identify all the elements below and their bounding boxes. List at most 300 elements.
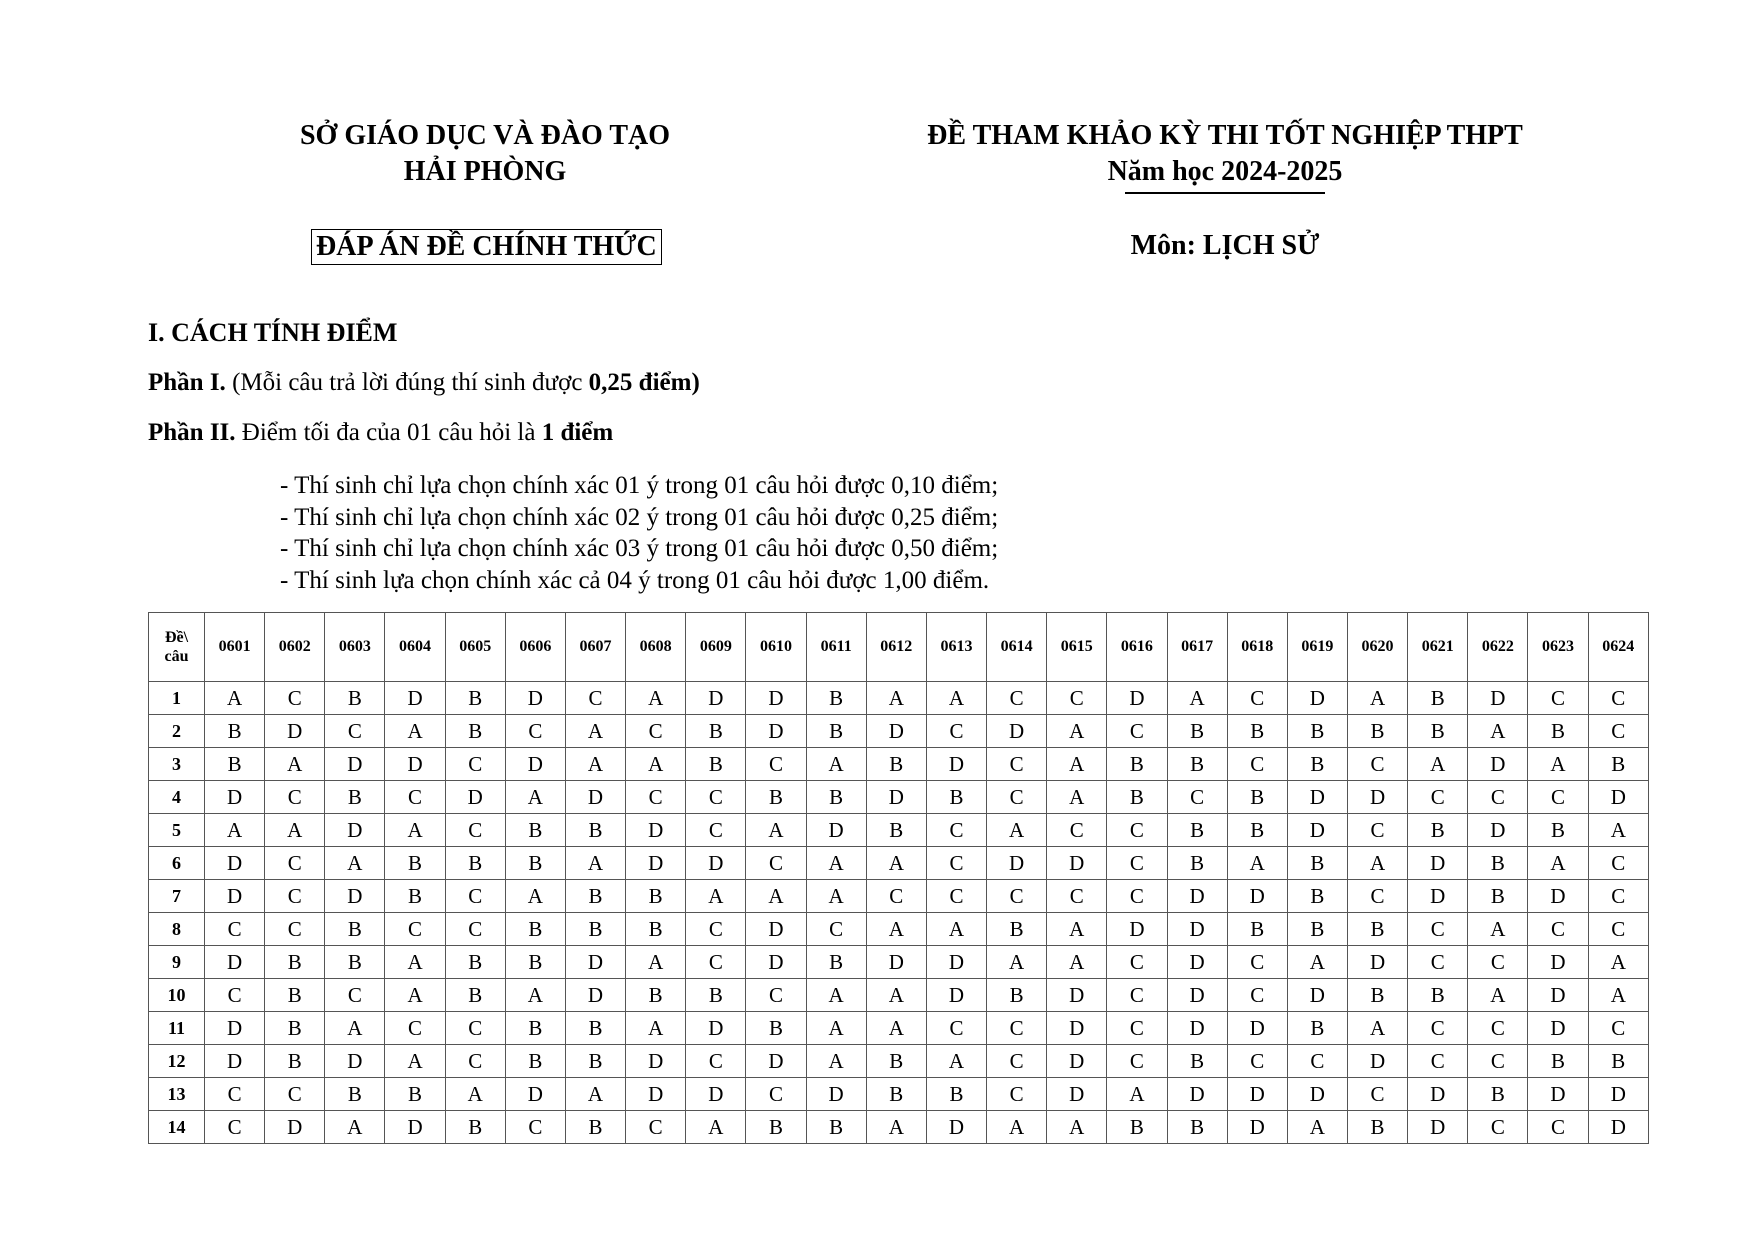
answer-cell: B — [205, 715, 265, 748]
answer-cell: A — [565, 715, 625, 748]
answer-cell: B — [505, 1012, 565, 1045]
answer-cell: B — [1528, 715, 1588, 748]
answer-cell: A — [325, 1111, 385, 1144]
answer-cell: D — [1528, 946, 1588, 979]
answer-table — [148, 612, 1649, 1144]
answer-cell: C — [385, 781, 445, 814]
answer-cell: D — [866, 715, 926, 748]
question-number: 3 — [149, 748, 205, 781]
answer-cell: D — [1227, 1111, 1287, 1144]
answer-cell: D — [926, 979, 986, 1012]
answer-cell: C — [265, 913, 325, 946]
answer-cell: D — [1167, 1012, 1227, 1045]
table-row — [149, 682, 1649, 715]
answer-cell: A — [806, 1045, 866, 1078]
answer-cell: D — [1167, 880, 1227, 913]
answer-cell: B — [445, 1111, 505, 1144]
answer-cell: B — [626, 913, 686, 946]
answer-cell: A — [626, 1012, 686, 1045]
answer-cell: B — [325, 946, 385, 979]
answer-cell: C — [987, 1012, 1047, 1045]
answer-cell: C — [1588, 1012, 1648, 1045]
answer-cell: A — [746, 880, 806, 913]
answer-cell: B — [626, 979, 686, 1012]
part2-rule — [148, 418, 613, 448]
answer-cell: C — [926, 847, 986, 880]
answer-cell: D — [1107, 913, 1167, 946]
answer-cell: A — [505, 880, 565, 913]
answer-cell: D — [926, 748, 986, 781]
answer-cell: D — [1047, 1012, 1107, 1045]
answer-cell: C — [987, 1078, 1047, 1111]
answer-cell: C — [325, 979, 385, 1012]
answer-cell: B — [1227, 781, 1287, 814]
answer-cell: D — [926, 1111, 986, 1144]
answer-cell: D — [325, 880, 385, 913]
answer-cell: A — [806, 880, 866, 913]
answer-cell: C — [1408, 1045, 1468, 1078]
answer-cell: D — [1408, 847, 1468, 880]
answer-cell: B — [1167, 715, 1227, 748]
answer-cell: A — [626, 748, 686, 781]
question-number: 6 — [149, 847, 205, 880]
table-body — [149, 682, 1649, 1144]
answer-cell: B — [746, 1012, 806, 1045]
answer-cell: C — [686, 1045, 746, 1078]
answer-cell: D — [1167, 913, 1227, 946]
answer-cell: B — [1227, 715, 1287, 748]
answer-cell: B — [385, 847, 445, 880]
answer-cell: B — [1227, 913, 1287, 946]
answer-cell: D — [385, 682, 445, 715]
question-number: 7 — [149, 880, 205, 913]
answer-cell: B — [265, 979, 325, 1012]
answer-cell: D — [1347, 781, 1407, 814]
answer-cell: B — [1287, 847, 1347, 880]
table-row — [149, 1078, 1649, 1111]
answer-cell: C — [1468, 1012, 1528, 1045]
answer-cell: D — [1528, 1078, 1588, 1111]
table-row — [149, 1045, 1649, 1078]
answer-cell: B — [1528, 814, 1588, 847]
answer-cell: C — [1588, 880, 1648, 913]
question-number: 9 — [149, 946, 205, 979]
answer-cell: D — [1287, 814, 1347, 847]
answer-cell: C — [1047, 682, 1107, 715]
answer-cell: C — [746, 748, 806, 781]
question-number: 14 — [149, 1111, 205, 1144]
answer-cell: B — [1588, 1045, 1648, 1078]
answer-cell: C — [1588, 847, 1648, 880]
answer-cell: D — [205, 847, 265, 880]
answer-cell: B — [1107, 1111, 1167, 1144]
answer-cell: D — [1347, 1045, 1407, 1078]
answer-cell: B — [1588, 748, 1648, 781]
answer-cell: D — [385, 1111, 445, 1144]
answer-cell: B — [565, 880, 625, 913]
answer-cell: D — [265, 715, 325, 748]
answer-cell: C — [1107, 979, 1167, 1012]
answer-cell: A — [1528, 748, 1588, 781]
answer-cell: A — [987, 814, 1047, 847]
answer-cell: C — [926, 880, 986, 913]
answer-cell: C — [1287, 1045, 1347, 1078]
answer-cell: B — [505, 814, 565, 847]
answer-cell: C — [385, 1012, 445, 1045]
answer-cell: C — [686, 946, 746, 979]
answer-cell: B — [1107, 781, 1167, 814]
part2-bullet-list — [280, 470, 998, 596]
answer-cell: A — [866, 913, 926, 946]
answer-cell: D — [746, 1045, 806, 1078]
answer-cell: C — [1107, 715, 1167, 748]
table-header-row — [149, 613, 1649, 682]
answer-cell: A — [806, 748, 866, 781]
table-row — [149, 1111, 1649, 1144]
answer-cell: A — [1047, 781, 1107, 814]
question-number: 8 — [149, 913, 205, 946]
answer-cell: C — [746, 1078, 806, 1111]
answer-cell: A — [505, 979, 565, 1012]
section-title: I. CÁCH TÍNH ĐIỂM — [148, 318, 398, 347]
answer-cell: C — [746, 847, 806, 880]
answer-cell: C — [1047, 880, 1107, 913]
answer-cell: C — [1347, 1078, 1407, 1111]
answer-cell: B — [565, 1111, 625, 1144]
answer-cell: A — [1588, 979, 1648, 1012]
exam-code-header: 0617 — [1167, 613, 1227, 682]
part1-rule — [148, 368, 700, 398]
answer-cell: B — [445, 979, 505, 1012]
answer-cell: A — [385, 946, 445, 979]
answer-cell: B — [686, 748, 746, 781]
answer-cell: A — [385, 814, 445, 847]
answer-cell: A — [1047, 748, 1107, 781]
answer-cell: A — [866, 1111, 926, 1144]
answer-cell: B — [445, 946, 505, 979]
answer-cell: D — [565, 946, 625, 979]
answer-cell: C — [445, 913, 505, 946]
table-row — [149, 814, 1649, 847]
answer-cell: A — [325, 847, 385, 880]
answer-cell: D — [866, 946, 926, 979]
answer-cell: C — [265, 1078, 325, 1111]
answer-cell: B — [1408, 715, 1468, 748]
answer-cell: A — [1468, 715, 1528, 748]
answer-cell: B — [505, 913, 565, 946]
answer-cell: B — [505, 946, 565, 979]
answer-cell: C — [926, 814, 986, 847]
exam-code-header: 0612 — [866, 613, 926, 682]
answer-cell: A — [866, 979, 926, 1012]
answer-cell: D — [205, 1012, 265, 1045]
answer-cell: B — [1408, 979, 1468, 1012]
answer-cell: C — [1528, 1111, 1588, 1144]
exam-code-header: 0610 — [746, 613, 806, 682]
answer-cell: C — [265, 781, 325, 814]
answer-cell: B — [1347, 715, 1407, 748]
answer-cell: C — [445, 748, 505, 781]
answer-cell: A — [926, 1045, 986, 1078]
answer-cell: B — [325, 682, 385, 715]
table-row — [149, 979, 1649, 1012]
exam-code-header: 0604 — [385, 613, 445, 682]
answer-cell: C — [1227, 748, 1287, 781]
exam-code-header: 0623 — [1528, 613, 1588, 682]
answer-cell: A — [265, 748, 325, 781]
answer-cell: B — [1167, 847, 1227, 880]
answer-cell: B — [1408, 682, 1468, 715]
answer-cell: B — [265, 1045, 325, 1078]
answer-cell: D — [265, 1111, 325, 1144]
answer-cell: D — [1468, 682, 1528, 715]
answer-cell: B — [1347, 913, 1407, 946]
answer-cell: B — [205, 748, 265, 781]
answer-cell: C — [987, 880, 1047, 913]
answer-cell: A — [505, 781, 565, 814]
exam-code-header: 0601 — [205, 613, 265, 682]
answer-cell: B — [445, 715, 505, 748]
answer-cell: A — [926, 913, 986, 946]
school-year: Năm học 2024-2025 — [1107, 156, 1343, 187]
part1-points: 0,25 điểm) — [588, 369, 700, 396]
answer-cell: B — [1107, 748, 1167, 781]
answer-cell: D — [926, 946, 986, 979]
answer-cell: B — [806, 682, 866, 715]
answer-cell: A — [1047, 913, 1107, 946]
exam-title: ĐỀ THAM KHẢO KỲ THI TỐT NGHIỆP THPT — [927, 120, 1523, 151]
answer-cell: B — [265, 946, 325, 979]
answer-cell: C — [445, 814, 505, 847]
answer-cell: D — [626, 1078, 686, 1111]
answer-cell: D — [746, 715, 806, 748]
exam-code-header: 0614 — [987, 613, 1047, 682]
answer-cell: A — [1408, 748, 1468, 781]
answer-cell: C — [1588, 715, 1648, 748]
exam-code-header: 0624 — [1588, 613, 1648, 682]
answer-cell: D — [806, 814, 866, 847]
answer-cell: D — [1287, 682, 1347, 715]
answer-cell: B — [1468, 847, 1528, 880]
answer-cell: C — [1408, 913, 1468, 946]
header-left — [240, 118, 730, 190]
answer-cell: B — [1408, 814, 1468, 847]
answer-cell: C — [987, 1045, 1047, 1078]
answer-cell: B — [1468, 1078, 1528, 1111]
answer-cell: C — [1347, 814, 1407, 847]
answer-cell: A — [1227, 847, 1287, 880]
answer-cell: D — [505, 1078, 565, 1111]
answer-cell: B — [265, 1012, 325, 1045]
header-right — [900, 118, 1550, 194]
answer-cell: D — [1167, 979, 1227, 1012]
answer-cell: C — [1588, 682, 1648, 715]
answer-cell: C — [866, 880, 926, 913]
answer-cell: B — [1227, 814, 1287, 847]
answer-cell: B — [686, 715, 746, 748]
answer-cell: A — [686, 1111, 746, 1144]
subject-label: Môn: LỊCH SỬ — [1130, 230, 1320, 261]
answer-cell: C — [1408, 946, 1468, 979]
question-number: 5 — [149, 814, 205, 847]
answer-cell: D — [325, 814, 385, 847]
answer-cell: D — [686, 1078, 746, 1111]
city-name: HẢI PHÒNG — [403, 156, 567, 187]
answer-cell: A — [866, 1012, 926, 1045]
answer-cell: B — [325, 913, 385, 946]
exam-code-header: 0602 — [265, 613, 325, 682]
answer-cell: C — [626, 1111, 686, 1144]
exam-code-header: 0618 — [1227, 613, 1287, 682]
answer-cell: A — [1347, 847, 1407, 880]
answer-cell: C — [445, 1012, 505, 1045]
answer-cell: C — [1107, 946, 1167, 979]
answer-cell: D — [1528, 880, 1588, 913]
answer-cell: D — [1047, 847, 1107, 880]
answer-cell: D — [1468, 748, 1528, 781]
answer-cell: C — [926, 1012, 986, 1045]
answer-cell: C — [626, 781, 686, 814]
answer-cell: A — [1588, 946, 1648, 979]
answer-cell: A — [1528, 847, 1588, 880]
answer-cell: C — [686, 814, 746, 847]
answer-cell: A — [626, 682, 686, 715]
answer-cell: C — [1528, 682, 1588, 715]
answer-cell: B — [1287, 913, 1347, 946]
answer-cell: D — [325, 748, 385, 781]
table-row — [149, 1012, 1649, 1045]
answer-cell: A — [806, 847, 866, 880]
answer-cell: D — [1047, 979, 1107, 1012]
answer-cell: D — [866, 781, 926, 814]
answer-cell: C — [1528, 781, 1588, 814]
answer-cell: A — [1287, 946, 1347, 979]
question-number: 10 — [149, 979, 205, 1012]
answer-cell: D — [1227, 1012, 1287, 1045]
part2-label: Phần II. — [148, 419, 236, 446]
answer-cell: C — [1468, 1111, 1528, 1144]
answer-cell: A — [565, 1078, 625, 1111]
answer-cell: C — [1468, 781, 1528, 814]
answer-cell: A — [1047, 715, 1107, 748]
answer-cell: D — [686, 682, 746, 715]
answer-cell: D — [1287, 781, 1347, 814]
answer-cell: B — [1287, 880, 1347, 913]
answer-cell: A — [626, 946, 686, 979]
answer-cell: D — [746, 913, 806, 946]
answer-cell: C — [1408, 1012, 1468, 1045]
answer-cell: B — [866, 1078, 926, 1111]
exam-code-header: 0608 — [626, 613, 686, 682]
answer-cell: C — [1107, 880, 1167, 913]
answer-cell: D — [1408, 1111, 1468, 1144]
answer-cell: D — [1408, 880, 1468, 913]
answer-cell: C — [1107, 814, 1167, 847]
answer-cell: D — [686, 847, 746, 880]
exam-code-header: 0603 — [325, 613, 385, 682]
answer-cell: B — [806, 946, 866, 979]
answer-cell: A — [1107, 1078, 1167, 1111]
answer-cell: A — [1287, 1111, 1347, 1144]
question-number: 11 — [149, 1012, 205, 1045]
bullet-item: - Thí sinh chỉ lựa chọn chính xác 01 ý trong 01 câu hỏi được 0,10 điểm; — [280, 472, 999, 499]
answer-cell: D — [1468, 814, 1528, 847]
answer-cell: A — [265, 814, 325, 847]
answer-cell: D — [205, 781, 265, 814]
exam-code-header: 0615 — [1047, 613, 1107, 682]
table-row — [149, 781, 1649, 814]
exam-code-header: 0609 — [686, 613, 746, 682]
answer-cell: B — [1167, 748, 1227, 781]
exam-code-header: 0613 — [926, 613, 986, 682]
answer-cell: C — [1227, 682, 1287, 715]
answer-cell: D — [686, 1012, 746, 1045]
answer-cell: C — [926, 715, 986, 748]
answer-cell: D — [1227, 1078, 1287, 1111]
answer-cell: B — [1167, 814, 1227, 847]
answer-cell: C — [265, 847, 325, 880]
answer-cell: C — [1347, 880, 1407, 913]
question-number: 13 — [149, 1078, 205, 1111]
answer-cell: C — [1528, 913, 1588, 946]
answer-cell: A — [1468, 913, 1528, 946]
answer-cell: C — [626, 715, 686, 748]
answer-cell: D — [746, 946, 806, 979]
corner-label-code: Đề\ — [164, 629, 189, 646]
bullet-item: - Thí sinh chỉ lựa chọn chính xác 02 ý trong 01 câu hỏi được 0,25 điểm; — [280, 503, 999, 531]
answer-cell: D — [987, 715, 1047, 748]
answer-cell: D — [1107, 682, 1167, 715]
exam-code-header: 0621 — [1408, 613, 1468, 682]
answer-cell: B — [686, 979, 746, 1012]
bullet-item: - Thí sinh chỉ lựa chọn chính xác 03 ý trong 01 câu hỏi được 0,50 điểm; — [280, 535, 999, 562]
answer-cell: B — [565, 1012, 625, 1045]
answer-cell: D — [1588, 1078, 1648, 1111]
answer-cell: A — [686, 880, 746, 913]
table-row — [149, 880, 1649, 913]
answer-cell: D — [565, 979, 625, 1012]
answer-cell: B — [565, 814, 625, 847]
answer-cell: C — [1588, 913, 1648, 946]
bullet-item: - Thí sinh lựa chọn chính xác cả 04 ý trong 01 câu hỏi được 1,00 điểm. — [280, 566, 990, 594]
table-row — [149, 946, 1649, 979]
exam-code-header: 0606 — [505, 613, 565, 682]
answer-cell: D — [1588, 781, 1648, 814]
answer-cell: D — [1588, 1111, 1648, 1144]
answer-cell: C — [987, 748, 1047, 781]
question-number: 12 — [149, 1045, 205, 1078]
table-row — [149, 715, 1649, 748]
answer-cell: C — [1167, 781, 1227, 814]
answer-cell: B — [1287, 748, 1347, 781]
answer-cell: A — [1468, 979, 1528, 1012]
answer-cell: A — [385, 979, 445, 1012]
answer-cell: B — [385, 880, 445, 913]
answer-cell: A — [445, 1078, 505, 1111]
answer-cell: C — [505, 1111, 565, 1144]
answer-cell: A — [806, 1012, 866, 1045]
answer-cell: D — [806, 1078, 866, 1111]
answer-cell: B — [385, 1078, 445, 1111]
answer-cell: C — [1468, 1045, 1528, 1078]
answer-cell: D — [987, 847, 1047, 880]
answer-cell: B — [806, 781, 866, 814]
part2-text: Điểm tối đa của 01 câu hỏi là — [235, 419, 542, 446]
answer-cell: A — [385, 1045, 445, 1078]
answer-cell: D — [205, 946, 265, 979]
part2-points: 1 điểm — [541, 419, 614, 446]
answer-cell: B — [866, 814, 926, 847]
